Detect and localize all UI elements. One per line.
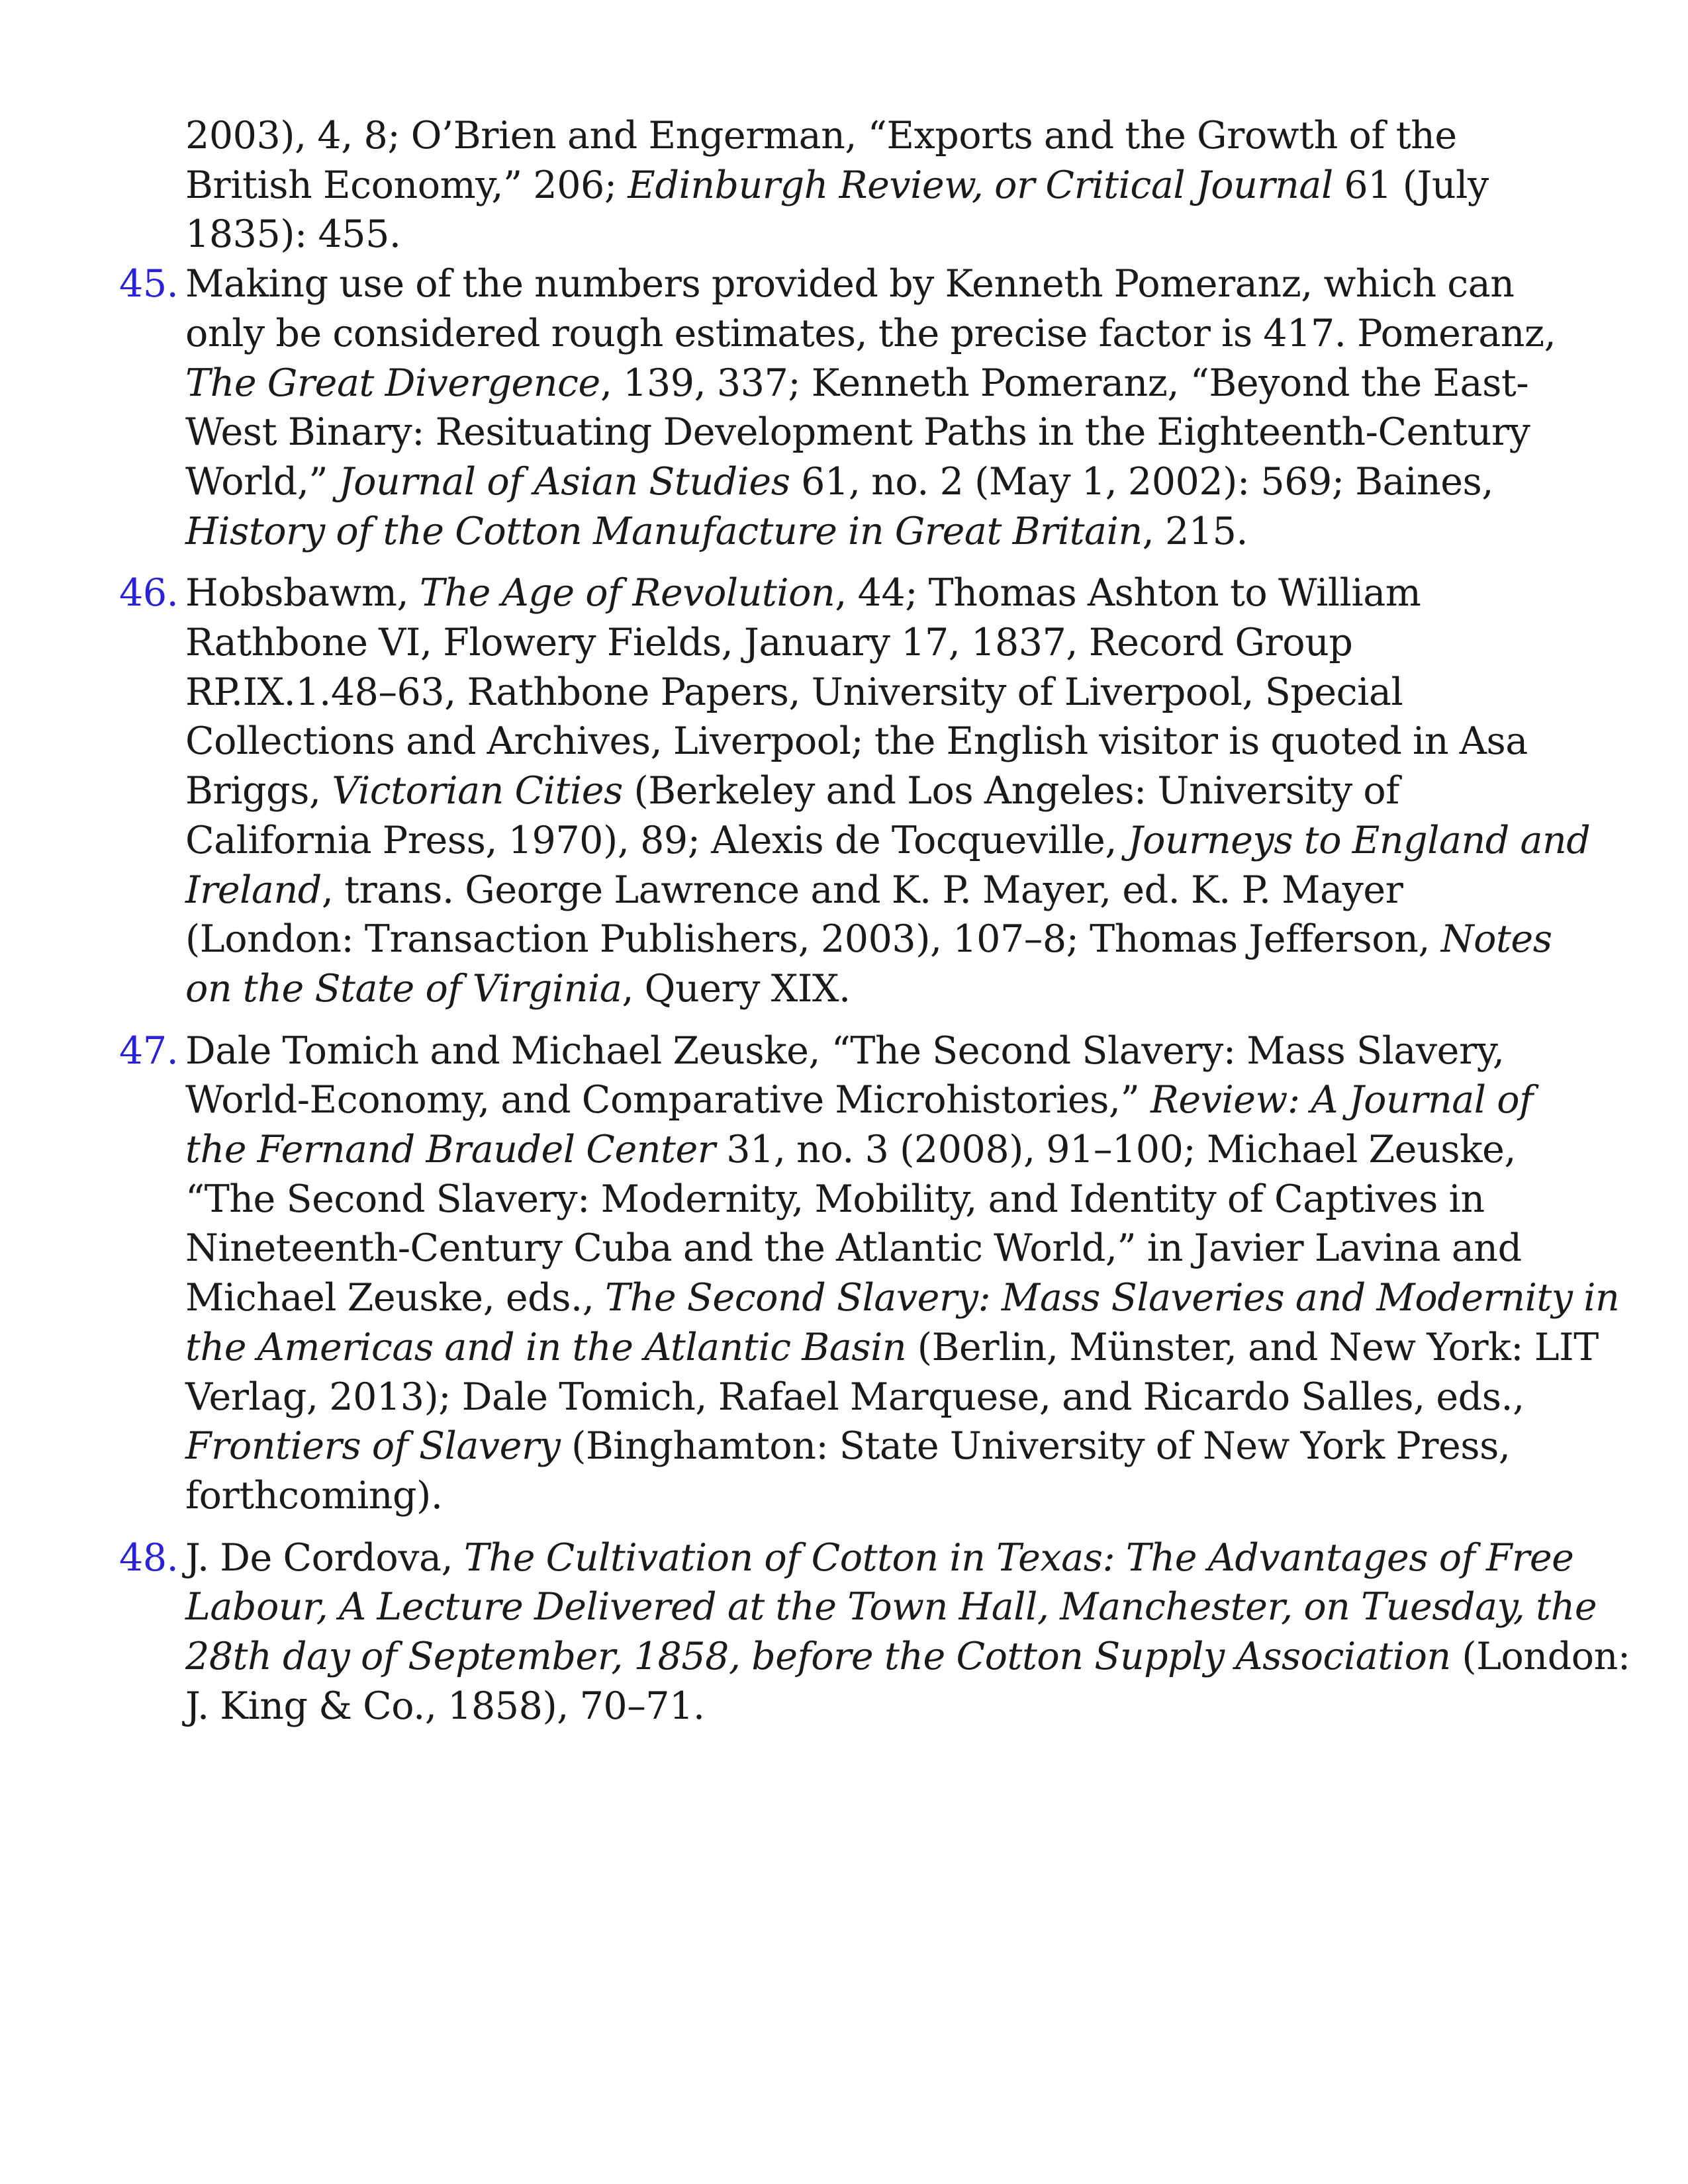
note-text <box>185 259 1595 556</box>
text-line <box>185 1125 1595 1175</box>
italic-title: The Age of Revolution <box>419 571 835 615</box>
text-run: (Berlin, Münster, and New York: LIT <box>906 1325 1599 1369</box>
text-run: (London: Transaction Publishers, 2003), 107–8; Thomas Jefferson, <box>185 917 1441 962</box>
text-line <box>185 964 1595 1014</box>
note-48 <box>119 1533 1630 1731</box>
italic-title: on the State of Virginia <box>185 966 622 1011</box>
italic-title: Journal of Asian Studies <box>338 459 790 504</box>
text-line <box>185 1373 1595 1422</box>
text-run: Collections and Archives, Liverpool; the English visitor is quoted in Asa <box>185 719 1528 764</box>
text-run: , 139, 337; Kenneth Pomeranz, “Beyond the East- <box>600 361 1529 405</box>
text-line <box>185 259 1595 309</box>
text-run: only be considered rough estimates, the precise factor is 417. Pomeranz, <box>185 311 1556 355</box>
text-line <box>185 507 1595 557</box>
text-run: (London: <box>1450 1635 1630 1679</box>
text-run: RP.IX.1.48–63, Rathbone Papers, University of Liverpool, Special <box>185 670 1403 714</box>
text-run: Michael Zeuske, eds., <box>185 1276 606 1320</box>
italic-title: The Second Slavery: Mass Slaveries and Modernity in <box>605 1276 1620 1320</box>
text-run: “The Second Slavery: Modernity, Mobility, and Identity of Captives in <box>185 1177 1485 1221</box>
text-line <box>185 1175 1595 1224</box>
italic-title: Journeys to England and <box>1127 818 1591 862</box>
italic-title: Labour, A Lecture Delivered at the Town Hall, Manchester, on Tuesday, the <box>185 1585 1597 1629</box>
text-line <box>185 1075 1595 1125</box>
text-run: Verlag, 2013); Dale Tomich, Rafael Marquese, and Ricardo Salles, eds., <box>185 1375 1524 1419</box>
note-number-link[interactable]: 47. <box>119 1028 179 1073</box>
text-line <box>185 1422 1595 1471</box>
note-44-continuation <box>185 111 1595 259</box>
text-run: forthcoming). <box>185 1473 443 1518</box>
text-run: Hobsbawm, <box>185 571 420 615</box>
italic-title: the Americas and in the Atlantic Basin <box>185 1325 907 1369</box>
text-line <box>185 359 1595 408</box>
text-line <box>185 866 1595 915</box>
text-run: California Press, 1970), 89; Alexis de Tocqueville, <box>185 818 1128 862</box>
text-run: J. De Cordova, <box>185 1535 464 1580</box>
italic-title: Edinburgh Review, or Critical Journal <box>628 163 1333 207</box>
text-line <box>185 111 1595 161</box>
text-line <box>185 1224 1595 1273</box>
note-text <box>185 1533 1630 1731</box>
text-run: World-Economy, and Comparative Microhistories,” <box>185 1078 1150 1122</box>
text-line <box>185 408 1595 457</box>
text-run: 31, no. 3 (2008), 91–100; Michael Zeuske, <box>715 1128 1517 1172</box>
text-line <box>185 1026 1595 1076</box>
text-run: West Binary: Resituating Development Paths in the Eighteenth-Century <box>185 410 1530 455</box>
italic-title: The Great Divergence <box>185 361 600 405</box>
italic-title: Notes <box>1440 917 1552 962</box>
italic-title: Ireland <box>185 868 322 912</box>
text-run: , 44; Thomas Ashton to William <box>835 571 1421 615</box>
text-line <box>185 210 1595 259</box>
note-number-link[interactable]: 46. <box>119 571 179 615</box>
text-line <box>185 1533 1595 1583</box>
italic-title: Frontiers of Slavery <box>185 1424 561 1469</box>
text-line <box>185 309 1595 359</box>
text-run: , Query XIX. <box>622 966 851 1011</box>
text-line <box>185 457 1595 507</box>
italic-title: History of the Cotton Manufacture in Great Britain <box>185 509 1143 553</box>
text-run: J. King & Co., 1858), 70–71. <box>185 1684 705 1728</box>
note-45 <box>119 259 1595 556</box>
note-number-link[interactable]: 45. <box>119 262 179 306</box>
text-run: , 215. <box>1142 509 1248 553</box>
note-text <box>185 569 1595 1013</box>
note-46 <box>119 569 1595 1013</box>
text-run: Rathbone VI, Flowery Fields, January 17, 1837, Record Group <box>185 621 1353 665</box>
text-run: 61 (July <box>1333 163 1489 207</box>
italic-title: Victorian Cities <box>332 769 623 813</box>
text-line <box>185 1582 1595 1632</box>
text-line <box>185 569 1595 618</box>
italic-title: Review: A Journal of <box>1150 1078 1533 1122</box>
text-line <box>185 766 1595 816</box>
italic-title: 28th day of September, 1858, before the Cotton Supply Association <box>185 1635 1451 1679</box>
text-line <box>185 618 1595 668</box>
text-line <box>185 816 1595 866</box>
text-run: (Binghamton: State University of New York Press, <box>560 1424 1511 1469</box>
text-run: , trans. George Lawrence and K. P. Mayer, ed. K. P. Mayer <box>321 868 1403 912</box>
text-run: 1835): 455. <box>185 212 401 257</box>
italic-title: the Fernand Braudel Center <box>185 1128 716 1172</box>
text-run: Dale Tomich and Michael Zeuske, “The Second Slavery: Mass Slavery, <box>185 1028 1505 1073</box>
text-line <box>185 161 1595 210</box>
text-run: 2003), 4, 8; O’Brien and Engerman, “Exports and the Growth of the <box>185 114 1457 158</box>
text-run: 61, no. 2 (May 1, 2002): 569; Baines, <box>790 459 1494 504</box>
text-line <box>185 915 1595 964</box>
italic-title: The Cultivation of Cotton in Texas: The Advantages of Free <box>463 1535 1574 1580</box>
text-line <box>185 1471 1595 1521</box>
note-text <box>185 1026 1620 1521</box>
text-line <box>185 1632 1630 1682</box>
text-run: British Economy,” 206; <box>185 163 628 207</box>
text-line <box>185 1273 1620 1323</box>
text-run: (Berkeley and Los Angeles: University of <box>622 769 1399 813</box>
text-run: Briggs, <box>185 769 332 813</box>
text-line <box>185 668 1595 717</box>
note-47 <box>119 1026 1620 1521</box>
text-line <box>185 1323 1599 1373</box>
text-line <box>185 1682 1595 1731</box>
text-run: Nineteenth-Century Cuba and the Atlantic World,” in Javier Lavina and <box>185 1226 1522 1271</box>
text-run: World,” <box>185 459 339 504</box>
text-line <box>185 717 1595 766</box>
note-number-link[interactable]: 48. <box>119 1535 179 1580</box>
text-run: Making use of the numbers provided by Kenneth Pomeranz, which can <box>185 262 1515 306</box>
